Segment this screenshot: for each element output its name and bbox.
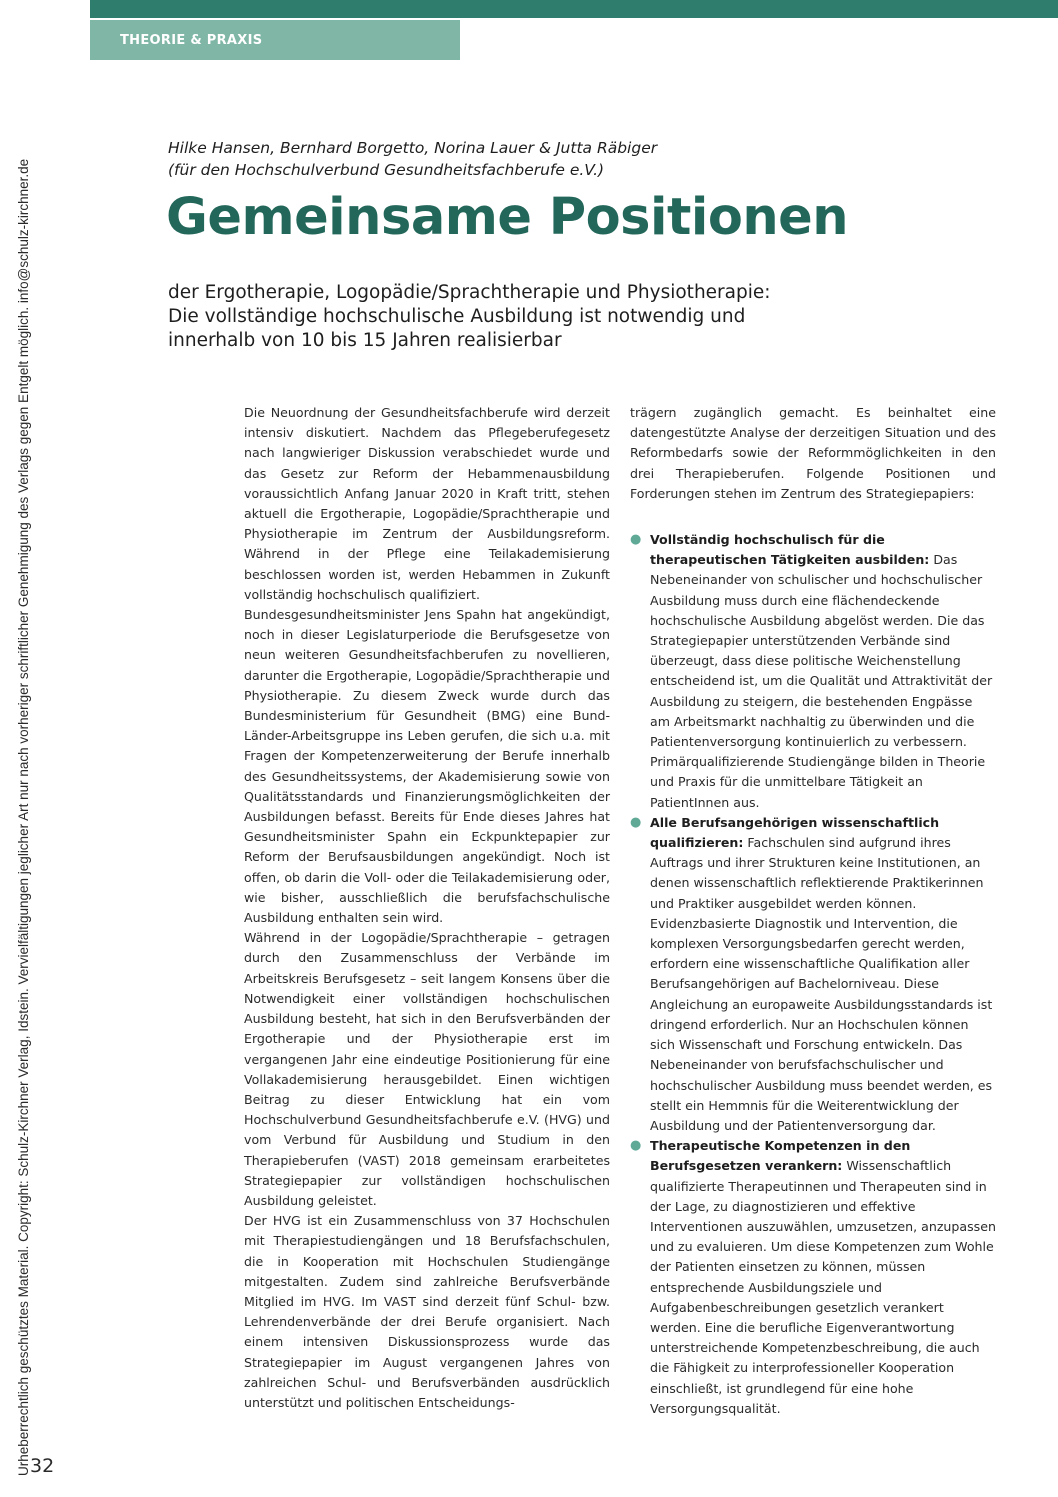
- bullet-title: Alle Berufsangehörigen wissenschaftlich qualifizieren:: [650, 814, 940, 851]
- paragraph: Bundesgesundheitsminister Jens Spahn hat angekündigt, noch in dieser Legislaturperiode die Berufsgesetze von neun weiteren Gesundheitsfachberufen zu novellieren, darunter die Ergotherapie, Logopädie/Sprachtherapie und Physiotherapie. Zu diesem Zweck wurde durch das Bundesministerium für Gesundheit (BMG) eine Bund-Länder-Arbeitsgruppe ins Leben gerufen, die sich u.a. mit Fragen der Kompetenzerweiterung der Berufe innerhalb des Gesundheitssystems, der Akademisierung sowie von Qualitätsstandards und Finanzierungsmöglichkeiten der Ausbildungen befasst. Bereits für Ende dieses Jahres hat Gesundheitsminister Spahn ein Eckpunktepapier zur Reform der Berufsausbildungen angekündigt. Noch ist offen, ob darin die Voll- oder die Teilakademisierung oder, wie bisher, ausschließlich die berufsfachschulische Ausbildung enthalten sein wird.: [244, 607, 610, 926]
- bullet-text: Fachschulen sind aufgrund ihres Auftrags und ihrer Strukturen keine Institutionen, an denen wissenschaftlich reflektierende Praktikerinnen und Praktiker ausgebildet werden können. Evidenzbasierte Diagnostik und Intervention, die komplexen Versorgungsbedarfen gerecht werden, erfordern eine wissenschaftliche Qualifikation aller Berufsangehörigen auf Bachelorniveau. Diese Angleichung an europaweite Ausbildungsstandards ist dringend erforderlich. Nur an Hochschulen können sich Wissenschaft und Forschung entwickeln. Das Nebeneinander von berufsfachschulischer und hochschulischer Ausbildung muss beendet werden, es stellt ein Hemmnis für die Weiterentwicklung der Ausbildung und der Patientenversorgung dar.: [650, 835, 993, 1133]
- section-tab: [90, 20, 460, 60]
- body-column-right: [630, 403, 996, 1419]
- bullet-text: Das Nebeneinander von schulischer und hochschulischer Ausbildung muss durch eine flächendeckende hochschulische Ausbildung abgelöst werden. Die das Strategiepapier unterstützenden Verbände sind überzeugt, dass diese politische Weichenstellung entscheidend ist, um die Qualität und Attraktivität der Ausbildung zu steigern, die bestehenden Engpässe am Arbeitsmarkt nachhaltig zu überwinden und die Patientenversorgung kontinuierlich zu verbessern. Primärqualifizierende Studiengänge bilden in Theorie und Praxis für die unmittelbare Tätigkeit an PatientInnen aus.: [650, 552, 993, 810]
- page-number: 32: [30, 1455, 55, 1477]
- body-column-left: [244, 403, 610, 1413]
- bullet-title: Therapeutische Kompetenzen in den Berufsgesetzen verankern:: [650, 1138, 911, 1174]
- subtitle-line-2: Die vollständige hochschulische Ausbildung ist notwendig und: [168, 306, 746, 327]
- copyright-margin-note: Urheberrechtlich geschütztes Material. Copyright: Schulz-Kirchner Verlag, Idstein. Vervielfältigungen jeglicher Art nur nach vorheriger schriftlicher Genehmigung des Verlags gegen Entgelt möglich. info@schulz-kirchner.de: [16, 158, 31, 1476]
- paragraph: trägern zugänglich gemacht. Es beinhaltet eine datengestützte Analyse der derzeitigen Situation und des Reformbedarfs sowie der Reformmöglichkeiten in den drei Therapieberufen. Folgende Positionen und Forderungen stehen im Zentrum des Strategiepapiers:: [630, 405, 996, 501]
- section-label: THEORIE & PRAXIS: [120, 33, 263, 48]
- article-title: Gemeinsame Positionen: [166, 188, 849, 247]
- authors: [168, 137, 657, 181]
- article-subtitle: [168, 281, 808, 353]
- paragraph: Während in der Logopädie/Sprachtherapie – getragen durch den Zusammenschluss der Verbände im Arbeitskreis Berufsgesetz – seit langem Konsens über die Notwendigkeit einer vollständigen hochschulischen Ausbildung besteht, hat sich in den Berufsverbänden der Ergotherapie und der Physiotherapie erst im vergangenen Jahr eine eindeutige Positionierung für eine Vollakademisierung herausgebildet. Einen wichtigen Beitrag zu dieser Entwicklung hat ein vom Hochschulverbund Gesundheitsfachberufe e.V. (HVG) und vom Verbund für Ausbildung und Studium in den Therapieberufen (VAST) 2018 gemeinsam erarbeitetes Strategiepapier zur vollständigen hochschulischen Ausbildung geleistet.: [244, 930, 610, 1208]
- bullet-item: [630, 530, 996, 813]
- bullet-item: [630, 813, 996, 1136]
- authors-affiliation: (für den Hochschulverbund Gesundheitsfachberufe e.V.): [168, 161, 605, 179]
- bullet-item: [630, 1136, 996, 1419]
- subtitle-line-3: innerhalb von 10 bis 15 Jahren realisierbar: [168, 330, 562, 351]
- bullet-dot-icon: ●: [630, 532, 642, 548]
- top-color-bar: [90, 0, 1058, 18]
- authors-names: Hilke Hansen, Bernhard Borgetto, Norina Lauer & Jutta Räbiger: [168, 139, 658, 157]
- bullet-title: Vollständig hochschulisch für die therapeutischen Tätigkeiten ausbilden:: [650, 532, 930, 568]
- bullet-dot-icon: ●: [630, 1138, 642, 1154]
- paragraph: Die Neuordnung der Gesundheitsfachberufe wird derzeit intensiv diskutiert. Nachdem das Pflegeberufegesetz nach langwieriger Diskussion verabschiedet wurde und das Gesetz zur Reform der Hebammenausbildung voraussichtlich Anfang Januar 2020 in Kraft tritt, stehen aktuell die Ergotherapie, Logopädie/Sprachtherapie und Physiotherapie im Zentrum der Ausbildungsreform. Während in der Pflege eine Teilakademisierung beschlossen worden ist, werden Hebammen in Zukunft vollständig hochschulisch qualifiziert.: [244, 405, 610, 602]
- bullet-text: Wissenschaftlich qualifizierte Therapeutinnen und Therapeuten sind in der Lage, zu diagnostizieren und effektive Interventionen auszuwählen, umzusetzen, anzupassen und zu evaluieren. Um diese Kompetenzen zum Wohle der Patienten einsetzen zu können, müssen entsprechende Ausbildungsziele und Aufgabenbeschreibungen gesetzlich verankert werden. Eine die berufliche Eigenverantwortung unterstreichende Kompetenzbeschreibung, die auch die Fähigkeit zu interprofessioneller Kooperation einschließt, ist grundlegend für eine hohe Versorgungsqualität.: [650, 1158, 996, 1416]
- subtitle-line-1: der Ergotherapie, Logopädie/Sprachtherapie und Physiotherapie:: [168, 282, 771, 303]
- paragraph: Der HVG ist ein Zusammenschluss von 37 Hochschulen mit Therapiestudiengängen und 18 Berufsfachschulen, die in Kooperation mit Hochschulen Studiengänge mitgestalten. Zudem sind zahlreiche Berufsverbände Mitglied im HVG. Im VAST sind derzeit fünf Schul- bzw. Lehrendenverbände der drei Berufe organisiert. Nach einem intensiven Diskussionsprozess wurde das Strategiepapier im August vergangenen Jahres von zahlreichen Schul- und Berufsverbänden ausdrücklich unterstützt und politischen Entscheidungs-: [244, 1213, 610, 1410]
- bullet-dot-icon: ●: [630, 814, 642, 830]
